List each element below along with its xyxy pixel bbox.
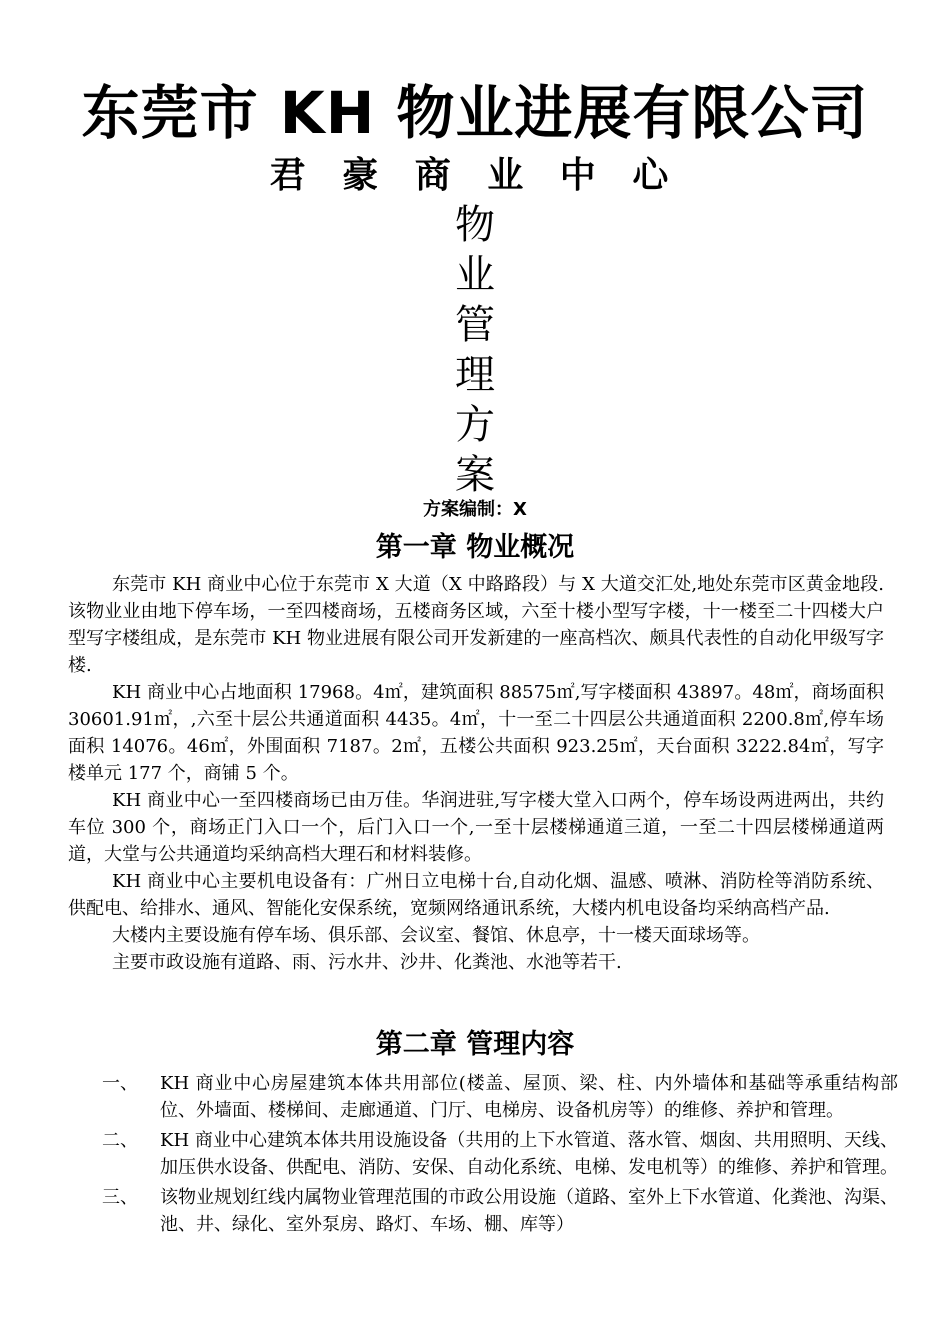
list-text: 该物业规划红线内属物业管理范围的市政公用设施（道路、室外上下水管道、化粪池、沟渠、池、井、绿化、室外泵房、路灯、车场、棚、库等） [160, 1187, 898, 1235]
company-title: 东莞市 KH 物业进展有限公司 [81, 79, 869, 147]
vertical-title-char: 方 [455, 402, 495, 448]
chapter-1-heading: 第一章 物业概况 [375, 532, 575, 563]
paragraph: 大楼内主要设施有停车场、俱乐部、会议室、餐馆、休息亭，十一楼天面球场等。 [112, 925, 760, 946]
vertical-title-char: 业 [455, 252, 495, 298]
vertical-title-char: 案 [455, 452, 495, 498]
list-number: 二、 [102, 1130, 138, 1151]
vertical-title [0, 200, 950, 500]
list-number: 三、 [102, 1187, 138, 1208]
list-item [68, 1184, 898, 1238]
vertical-title-char: 理 [455, 352, 495, 398]
list-item [68, 1127, 898, 1181]
list-text: KH 商业中心房屋建筑本体共用部位(楼盖、屋顶、梁、柱、内外墙体和基础等承重结构部位、外墙面、楼梯间、走廊通道、门厅、电梯房、设备机房等）的维修、养护和管理。 [160, 1073, 898, 1121]
paragraph: KH 商业中心主要机电设备有：广州日立电梯十台,自动化烟、温感、喷淋、消防栓等消防系统、供配电、给排水、通风、智能化安保系统，宽频网络通讯系统，大楼内机电设备均采纳高档产品. [68, 871, 884, 919]
vertical-title-char: 管 [455, 302, 495, 348]
vertical-title-char: 物 [455, 202, 495, 248]
paragraph: 东莞市 KH 商业中心位于东莞市 X 大道（X 中路路段）与 X 大道交汇处,地处东莞市区黄金地段.该物业业由地下停车场，一至四楼商场，五楼商务区域，六至十楼小型写字楼，十一楼至二十四楼大户型写字楼组成，是东莞市 KH 物业进展有限公司开发新建的一座高档次、颇具代表性的自动化甲级写字楼. [68, 574, 884, 676]
project-title: 君 豪 商 业 中 心 [269, 155, 681, 196]
list-number: 一、 [102, 1073, 138, 1094]
paragraph: KH 商业中心一至四楼商场已由万佳。华润进驻,写字楼大堂入口两个，停车场设两进两出，共约车位 300 个，商场正门入口一个，后门入口一个,一至十层楼梯通道三道，一至二十四层楼梯通道两道，大堂与公共通道均采纳高档大理石和材料装修。 [68, 790, 884, 865]
list-item [68, 1070, 898, 1124]
chapter-2-list [68, 1070, 898, 1241]
paragraph: KH 商业中心占地面积 17968。4㎡，建筑面积 88575㎡,写字楼面积 43897。48㎡，商场面积 30601.91㎡，,六至十层公共通道面积 4435。4㎡，十一至二十四层公共通道面积 2200.8㎡,停车场面积 14076。46㎡，外围面积 7187。2㎡，五楼公共面积 923.25㎡，天台面积 3222.84㎡，写字楼单元 177 个，商铺 5 个。 [68, 682, 884, 784]
list-text: KH 商业中心建筑本体共用设施设备（共用的上下水管道、落水管、烟囱、共用照明、天线、加压供水设备、供配电、消防、安保、自动化系统、电梯、发电机等）的维修、养护和管理。 [160, 1130, 898, 1178]
chapter-2-heading: 第二章 管理内容 [375, 1029, 575, 1060]
paragraph: 主要市政设施有道路、雨、污水井、沙井、化粪池、水池等若干. [112, 952, 622, 973]
chapter-1-body [68, 571, 884, 976]
compiler-line: 方案编制：X [423, 499, 527, 520]
